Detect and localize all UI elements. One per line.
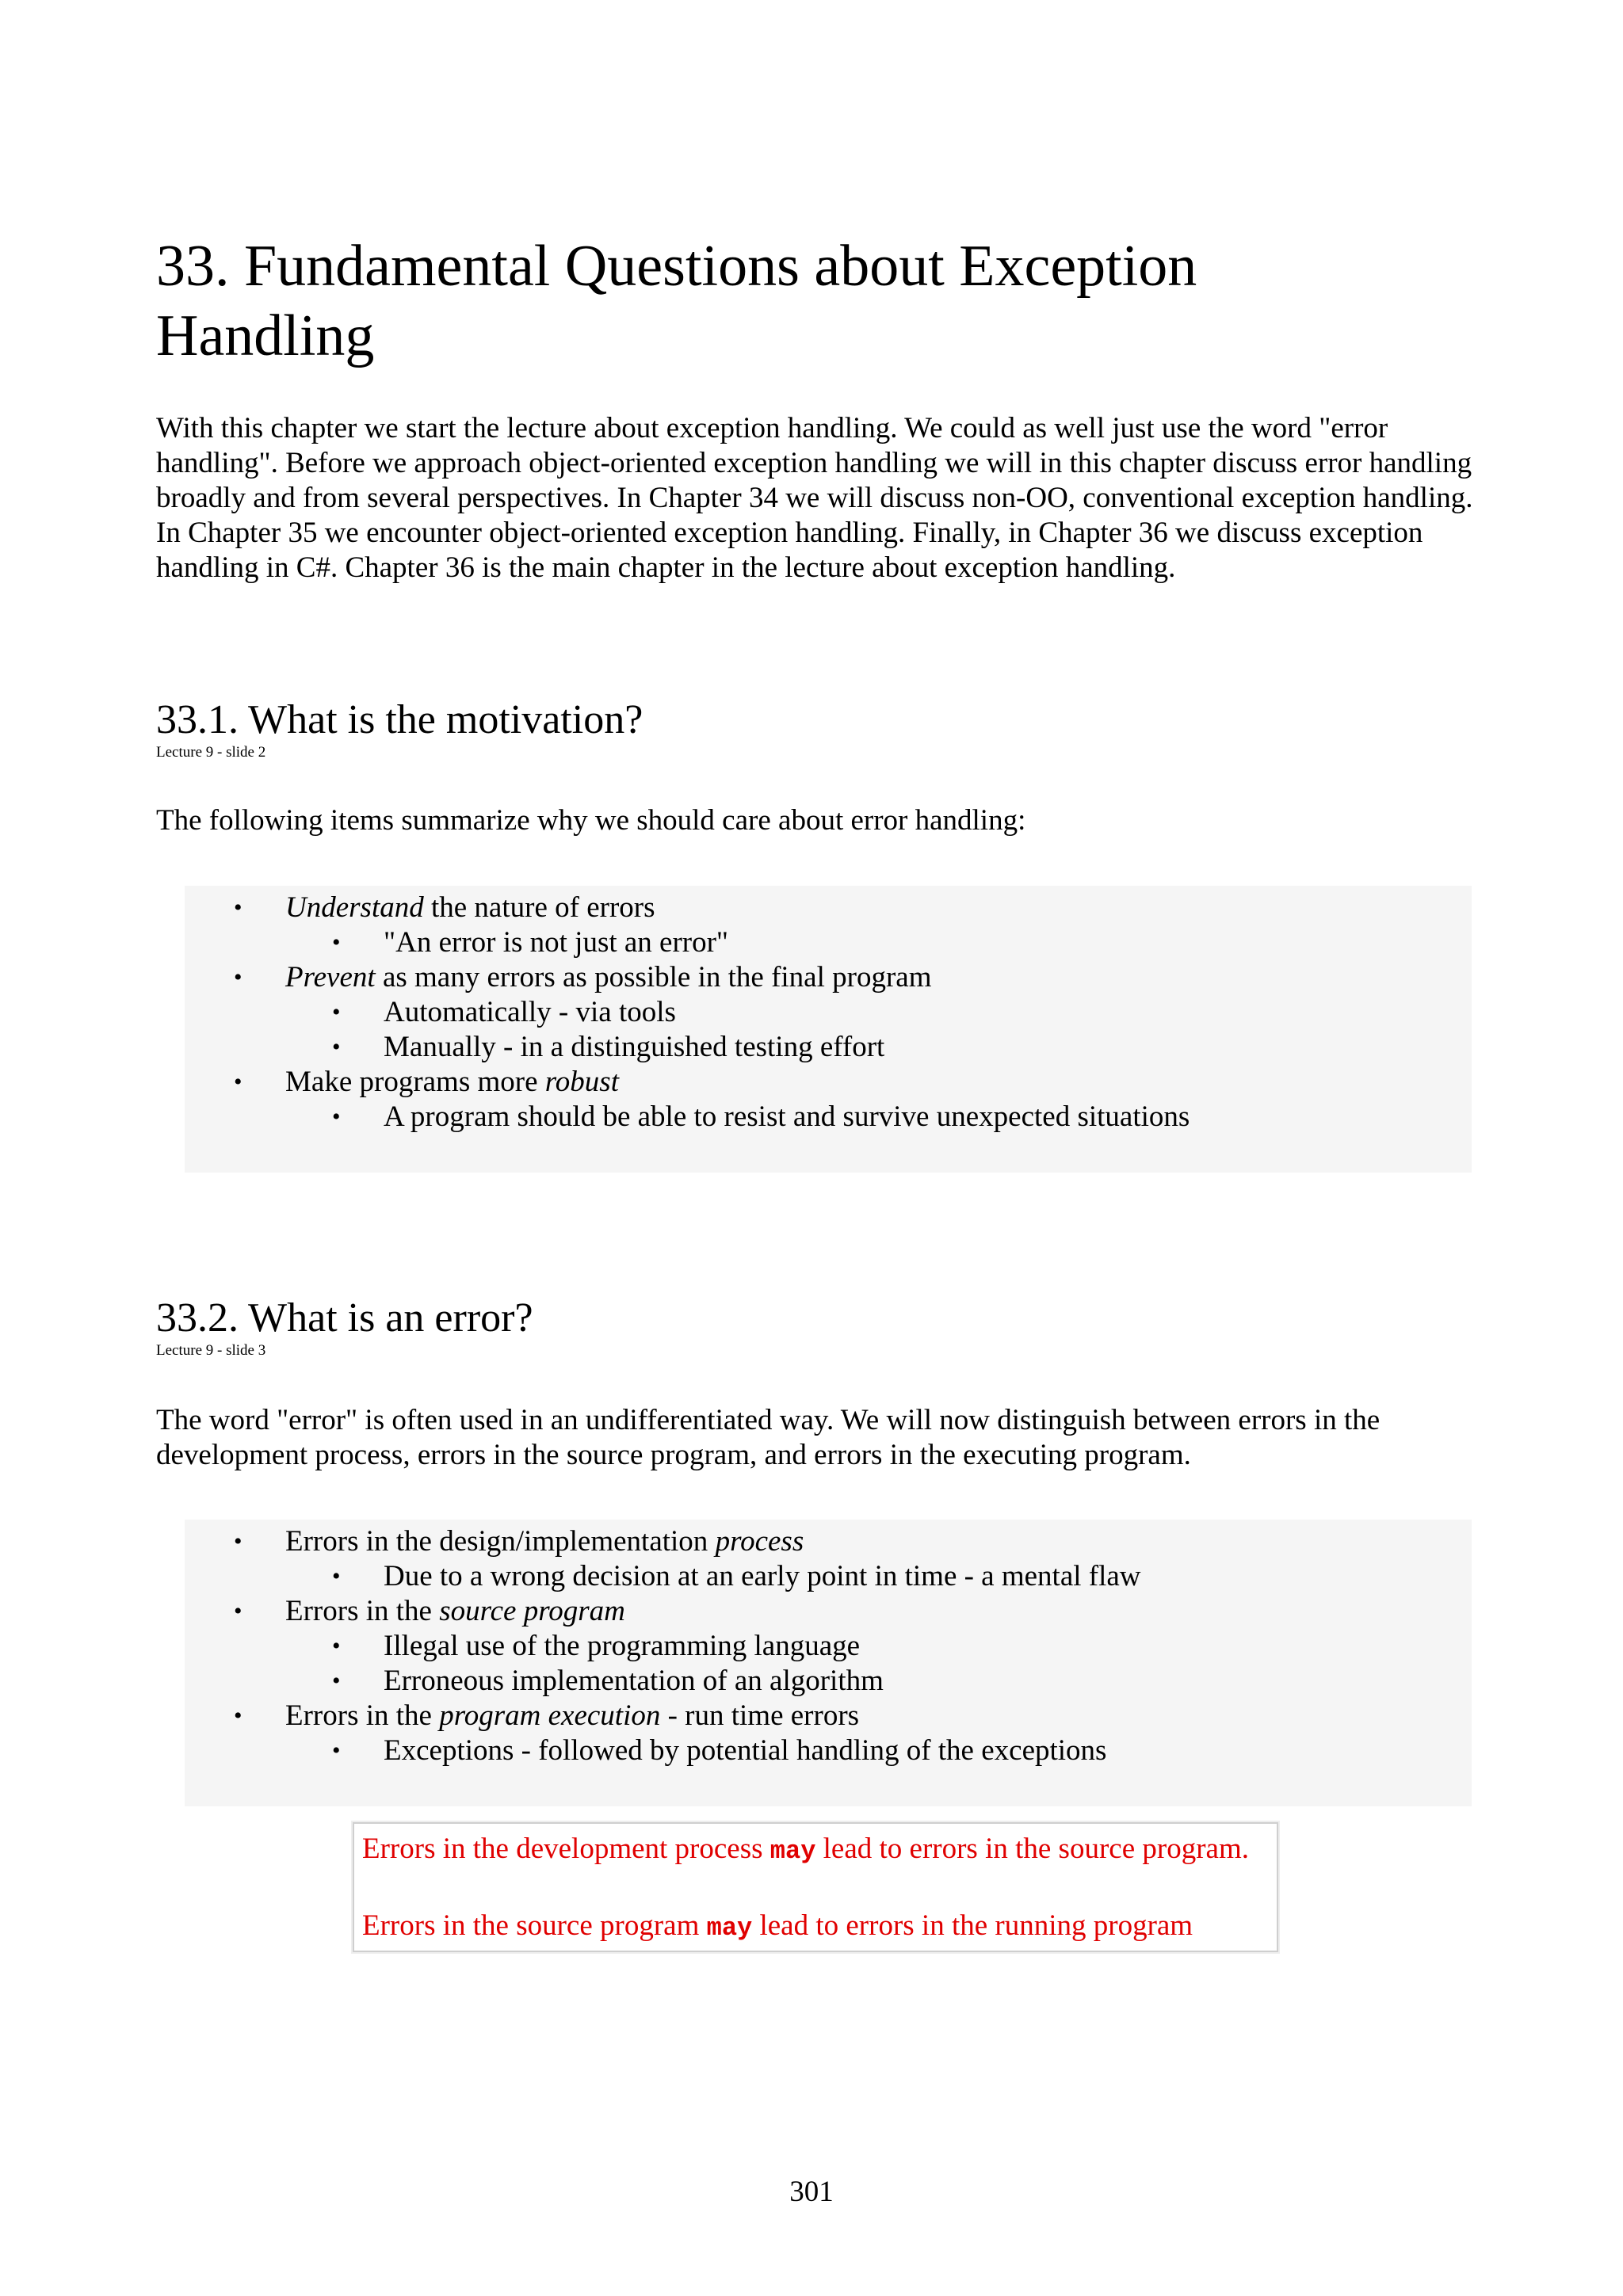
emphasis: program execution — [439, 1699, 661, 1732]
sub-list-item — [185, 1100, 1472, 1135]
sub-item-text: Manually - in a distinguished testing effort — [384, 1031, 885, 1063]
list-item — [185, 1699, 1472, 1733]
item-text: Make programs more — [285, 1066, 545, 1098]
sub-item-text: Due to a wrong decision at an early point in time - a mental flaw — [384, 1560, 1141, 1592]
bullet-icon: • — [332, 1563, 341, 1589]
bullet-icon: • — [332, 1668, 341, 1694]
emphasis: Understand — [285, 891, 424, 924]
emphasis: process — [715, 1525, 804, 1558]
bullet-icon: • — [332, 1034, 341, 1060]
bullet-icon: • — [234, 1528, 242, 1554]
error-list — [185, 1524, 1472, 1768]
chapter-title-line2: Handling — [156, 303, 375, 368]
sub-item-text: Automatically - via tools — [384, 996, 676, 1028]
item-text: - run time errors — [660, 1699, 860, 1732]
page-number: 301 — [789, 2176, 834, 2208]
bullet-icon: • — [332, 929, 341, 955]
note-text: Errors in the development process — [362, 1833, 770, 1865]
emphasis: source program — [439, 1595, 625, 1627]
sub-list-item — [185, 1559, 1472, 1594]
sub-list-item — [185, 1030, 1472, 1065]
bullet-icon: • — [234, 964, 242, 990]
sub-list-item — [185, 1664, 1472, 1699]
bullet-icon: • — [332, 1633, 341, 1659]
note-box — [353, 1822, 1278, 1952]
motivation-items-box — [185, 886, 1472, 1173]
sub-list-item — [185, 1629, 1472, 1664]
sub-item-text: Erroneous implementation of an algorithm — [384, 1665, 884, 1697]
motivation-list — [185, 891, 1472, 1135]
sub-list-item — [185, 1733, 1472, 1768]
bullet-icon: • — [234, 894, 242, 921]
error-items-box — [185, 1520, 1472, 1806]
note-text: lead to errors in the running program — [752, 1909, 1193, 1942]
note-keyword: may — [769, 1836, 816, 1866]
section-title-motivation: 33.1. What is the motivation? — [156, 697, 643, 742]
sub-item-text: Exceptions - followed by potential handling of the exceptions — [384, 1734, 1107, 1767]
list-item — [185, 960, 1472, 995]
bullet-icon: • — [332, 999, 341, 1025]
note-text: lead to errors in the source program. — [815, 1833, 1249, 1865]
item-text: the nature of errors — [423, 891, 655, 924]
item-text: Errors in the — [285, 1595, 440, 1627]
item-text: Errors in the — [285, 1699, 440, 1732]
list-item — [185, 1065, 1472, 1100]
sub-item-text: A program should be able to resist and survive unexpected situations — [384, 1100, 1190, 1133]
sub-list-item — [185, 995, 1472, 1030]
note-keyword: may — [706, 1913, 753, 1943]
chapter-intro: With this chapter we start the lecture about exception handling. We could as well just use the word "error handling". Before we approach object-oriented exception handling we will in this chapter discuss error handling broadly and from several perspectives. In Chapter 34 we will discuss non-OO, conventional exception handling. In Chapter 35 we encounter object-oriented exception handling. Finally, in Chapter 36 we discuss exception handling in C#. Chapter 36 is the main chapter in the lecture about exception handling. — [156, 412, 1473, 584]
sub-item-text: "An error is not just an error" — [384, 926, 729, 959]
section-intro: The word "error" is often used in an undifferentiated way. We will now distinguish between errors in the development process, errors in the source program, and errors in the executing program. — [156, 1404, 1381, 1471]
note-line — [362, 1909, 1270, 1946]
chapter-title — [156, 231, 1424, 371]
bullet-icon: • — [332, 1104, 341, 1130]
bullet-icon: • — [332, 1737, 341, 1764]
note-text: Errors in the source program — [362, 1909, 707, 1942]
chapter-title-line1: 33. Fundamental Questions about Exception — [156, 234, 1197, 299]
bullet-icon: • — [234, 1598, 242, 1624]
note-line — [362, 1832, 1270, 1869]
slide-reference: Lecture 9 - slide 3 — [156, 1342, 266, 1359]
list-item — [185, 1594, 1472, 1629]
slide-reference: Lecture 9 - slide 2 — [156, 744, 266, 761]
bullet-icon: • — [234, 1703, 242, 1729]
sub-item-text: Illegal use of the programming language — [384, 1630, 861, 1662]
item-text: Errors in the design/implementation — [285, 1525, 716, 1558]
section-title-error: 33.2. What is an error? — [156, 1295, 533, 1341]
list-item — [185, 891, 1472, 925]
bullet-icon: • — [234, 1069, 242, 1095]
list-item — [185, 1524, 1472, 1559]
emphasis: robust — [544, 1066, 619, 1098]
emphasis: Prevent — [285, 961, 376, 994]
sub-list-item — [185, 925, 1472, 960]
section-intro: The following items summarize why we should care about error handling: — [156, 804, 1026, 837]
item-text: as many errors as possible in the final program — [375, 961, 932, 994]
